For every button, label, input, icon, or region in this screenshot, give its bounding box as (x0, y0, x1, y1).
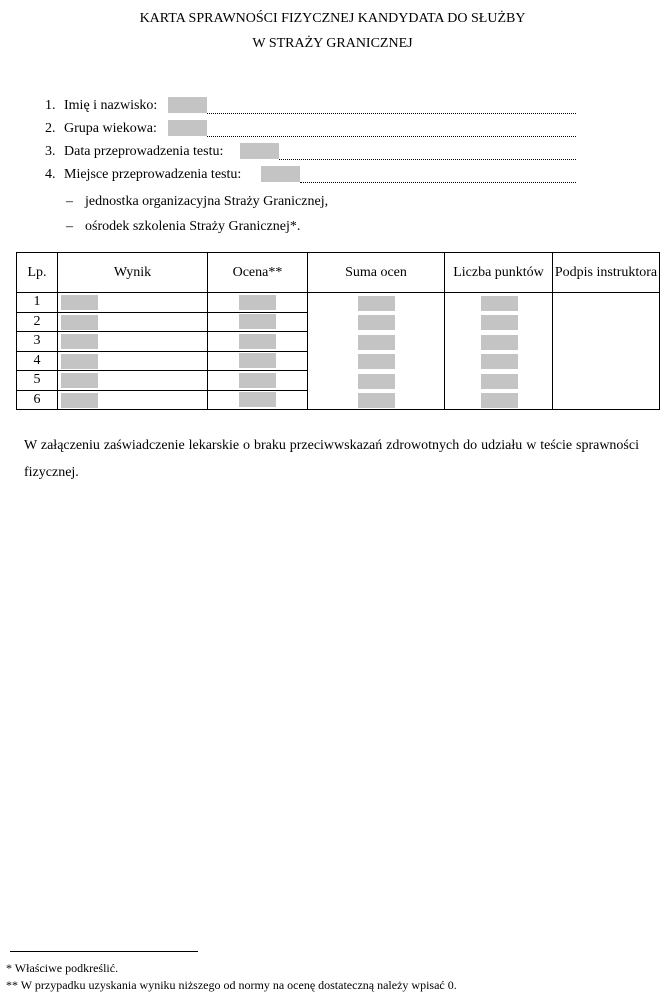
row-number: 1 (17, 293, 58, 313)
redacted-suma (358, 393, 395, 408)
field-label-name: Imię i nazwisko: (64, 98, 158, 113)
ocena-cell[interactable] (208, 312, 308, 332)
redacted-suma (358, 335, 395, 350)
field-label-test-date: Data przeprowadzenia testu: (64, 144, 224, 159)
redacted-punkty (481, 354, 518, 369)
header-wynik: Wynik (58, 253, 208, 293)
wynik-cell[interactable] (58, 390, 208, 410)
wynik-cell[interactable] (58, 312, 208, 332)
field-number: 2. (45, 121, 56, 136)
podpis-instruktora-cell[interactable] (553, 293, 660, 410)
footnote-1: * Właściwe podkreślić. (6, 961, 119, 975)
ocena-cell[interactable] (208, 332, 308, 352)
field-number: 4. (45, 167, 56, 182)
redacted-ocena (239, 353, 276, 368)
header-ocena: Ocena** (208, 253, 308, 293)
header-lp: Lp. (17, 253, 58, 293)
redacted-ocena (239, 373, 276, 388)
liczba-punktow-cell[interactable] (445, 293, 553, 410)
attachment-note: W załączeniu zaświadczenie lekarskie o braku przeciwwskazań zdrowotnych do udziału w teście sprawności fizycznej. (24, 438, 639, 480)
header-suma-ocen: Suma ocen (308, 253, 445, 293)
ocena-cell[interactable] (208, 390, 308, 410)
field-label-test-location: Miejsce przeprowadzenia testu: (64, 167, 242, 182)
suma-ocen-cell[interactable] (308, 293, 445, 410)
row-number: 3 (17, 332, 58, 352)
table-header-row (17, 253, 660, 293)
redacted-wynik (61, 315, 98, 330)
header-liczba-punktow: Liczba punktów (445, 253, 553, 293)
header-podpis-instruktora: Podpis instruktora (553, 253, 660, 293)
document-title-line-1: KARTA SPRAWNOŚCI FIZYCZNEJ KANDYDATA DO SŁUŻBY (139, 11, 526, 26)
redacted-suma (358, 315, 395, 330)
redacted-test-date-value (240, 143, 279, 159)
location-option-training-center: ośrodek szkolenia Straży Granicznej*. (85, 219, 301, 234)
test-date-dotted-line[interactable] (279, 159, 576, 160)
redacted-ocena (239, 334, 276, 349)
row-number: 5 (17, 371, 58, 391)
redacted-ocena (239, 314, 276, 329)
table-row (17, 293, 660, 313)
redacted-punkty (481, 296, 518, 311)
ocena-cell[interactable] (208, 351, 308, 371)
redacted-suma (358, 296, 395, 311)
redacted-suma (358, 374, 395, 389)
field-number: 1. (45, 98, 56, 113)
field-number: 3. (45, 144, 56, 159)
footnote-separator (10, 951, 198, 952)
field-label-age-group: Grupa wiekowa: (64, 121, 157, 136)
age-group-dotted-line[interactable] (207, 136, 576, 137)
dash-bullet: – (66, 194, 73, 209)
redacted-punkty (481, 315, 518, 330)
redacted-test-location-value (261, 166, 300, 182)
document-title-line-2: W STRAŻY GRANICZNEJ (252, 36, 413, 51)
redacted-punkty (481, 335, 518, 350)
ocena-cell[interactable] (208, 371, 308, 391)
results-table (16, 252, 660, 410)
wynik-cell[interactable] (58, 351, 208, 371)
redacted-punkty (481, 393, 518, 408)
redacted-ocena (239, 295, 276, 310)
row-number: 6 (17, 390, 58, 410)
redacted-wynik (61, 393, 98, 408)
redacted-wynik (61, 373, 98, 388)
redacted-wynik (61, 295, 98, 310)
redacted-name-value (168, 97, 207, 113)
redacted-suma (358, 354, 395, 369)
row-number: 4 (17, 351, 58, 371)
redacted-age-group-value (168, 120, 207, 136)
location-option-unit: jednostka organizacyjna Straży Granicznej, (85, 194, 329, 209)
wynik-cell[interactable] (58, 332, 208, 352)
wynik-cell[interactable] (58, 371, 208, 391)
redacted-wynik (61, 354, 98, 369)
wynik-cell[interactable] (58, 293, 208, 313)
name-dotted-line[interactable] (207, 113, 576, 114)
dash-bullet: – (66, 219, 73, 234)
row-number: 2 (17, 312, 58, 332)
redacted-wynik (61, 334, 98, 349)
test-location-dotted-line[interactable] (300, 182, 576, 183)
redacted-punkty (481, 374, 518, 389)
ocena-cell[interactable] (208, 293, 308, 313)
footnote-2: ** W przypadku uzyskania wyniku niższego od normy na ocenę dostateczną należy wpisać 0. (6, 978, 457, 992)
redacted-ocena (239, 392, 276, 407)
